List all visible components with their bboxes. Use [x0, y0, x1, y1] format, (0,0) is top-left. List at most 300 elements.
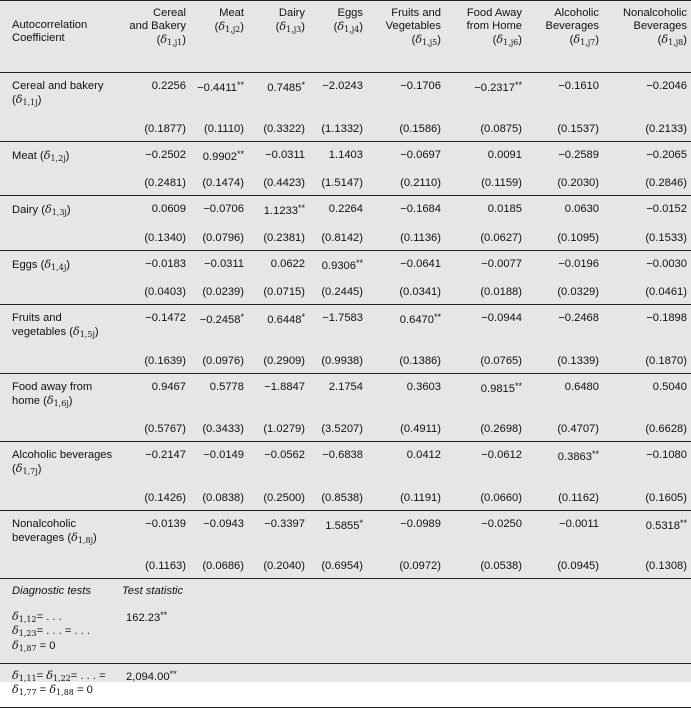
coef-value: 0.0630 [564, 203, 599, 215]
se-cell: (0.8142) [309, 228, 367, 251]
test-statistic-value [122, 605, 244, 625]
coef-value: 0.0609 [151, 203, 186, 215]
se-cell: (0.2500) [248, 488, 309, 511]
se-cell: (0.2133) [603, 119, 691, 142]
test-symbol: $\delta_{1,88}$ [49, 682, 74, 697]
coef-value: 0.2256 [151, 80, 186, 92]
coef-cell [190, 510, 248, 556]
coef-row [0, 373, 691, 419]
row-label: Cereal and bakery $(\delta_{1,1j})$ [12, 80, 104, 108]
coef-value: 1.5855* [325, 517, 363, 532]
coef-cell [248, 141, 309, 173]
significance-stars: ** [236, 80, 244, 90]
header-col-symbol: $\delta_{1,j8}$ [661, 33, 684, 48]
coef-value: −0.0183 [145, 257, 186, 270]
coef-cell [445, 305, 526, 351]
header-label-line2: Coefficient [12, 32, 65, 45]
hypothesis [0, 663, 118, 707]
se-cell: (0.2110) [367, 173, 445, 196]
se-row [0, 282, 691, 305]
coef-cell [603, 196, 691, 228]
header-col-1: Cereal and Bakery $(\delta_{1,j1})$ [118, 1, 190, 73]
significance-stars: ** [160, 610, 168, 620]
subscript: 1,6j [53, 398, 69, 408]
coef-row [0, 196, 691, 228]
coef-cell [309, 141, 367, 173]
coef-cell [526, 73, 603, 119]
subscript: 1,4j [51, 262, 67, 272]
subscript: 1,23 [18, 629, 37, 639]
coef-value: −0.2502 [145, 148, 186, 161]
coef-value: −0.4411** [197, 80, 244, 94]
coef-value: 0.9467 [151, 380, 186, 393]
se-row [0, 419, 691, 442]
coef-row [0, 442, 691, 488]
row-label-text: Meat [12, 149, 37, 162]
subscript: 1,7j [22, 467, 38, 477]
se-cell: (0.0461) [603, 282, 691, 305]
se-cell: (0.2040) [248, 556, 309, 579]
subscript: 1,87 [18, 643, 37, 653]
test-symbol: $\delta_{1,23}$ [12, 624, 37, 639]
coef-value: −0.0944 [481, 312, 522, 324]
header-col-title: Eggs [337, 7, 363, 19]
coef-cell [367, 373, 445, 419]
header-col-7: Alcoholic Beverages $(\delta_{1,j7})$ [526, 1, 603, 73]
empty-cell [526, 579, 603, 606]
se-cell: (0.4911) [367, 419, 445, 442]
coef-cell [603, 250, 691, 282]
se-row [0, 228, 691, 251]
significance-stars: ** [514, 380, 522, 391]
empty-cell [603, 663, 691, 707]
coef-value: 1.1233** [263, 203, 305, 217]
coef-value: −0.2589 [558, 148, 599, 161]
coef-cell [190, 442, 248, 488]
row-label-text: Fruits and [12, 312, 62, 324]
coef-row [0, 250, 691, 282]
se-cell: (0.1159) [445, 173, 526, 196]
subscript: 1,j7 [580, 38, 596, 48]
coef-value: 0.5778 [209, 380, 244, 393]
empty-cell [526, 663, 603, 707]
se-cell: (0.1877) [118, 119, 190, 142]
se-cell: (0.2481) [118, 173, 190, 196]
se-cell: (0.1163) [118, 556, 190, 579]
coef-cell [603, 73, 691, 119]
coef-cell [603, 305, 691, 351]
test-statistic [118, 605, 248, 663]
coef-value: −0.1080 [646, 449, 687, 461]
empty-cell [445, 663, 526, 707]
coef-value: −0.2065 [646, 148, 687, 161]
coef-value: −0.1706 [400, 80, 441, 92]
coef-cell [190, 196, 248, 228]
test-symbol: $\delta_{1,12}$ [12, 610, 37, 624]
coef-value: −0.0989 [400, 517, 441, 530]
coef-value: 0.5318** [645, 517, 687, 532]
coef-cell [526, 196, 603, 228]
coef-cell [309, 196, 367, 228]
header-first-col [0, 1, 118, 73]
significance-stars: * [301, 80, 305, 90]
row-label-text: Cereal and bakery [12, 80, 104, 92]
subscript: 1,1j [22, 98, 38, 108]
hypothesis-line: $\delta_{1,77} = \delta_{1,88} = 0$ [12, 682, 93, 697]
subscript: 1,j1 [167, 38, 183, 48]
hypothesis-line: $\delta_{1,11}= \delta_{1,22}=$ . . . = [12, 668, 106, 683]
subscript: 1,3j [51, 208, 67, 217]
se-label [0, 282, 118, 305]
subscript: 1,77 [18, 687, 37, 697]
coef-cell [248, 196, 309, 228]
test-symbol: $\delta_{1,22}$ [46, 668, 71, 683]
diagnostics-heading: Diagnostic tests [12, 585, 91, 598]
subscript: 1,j2 [225, 25, 241, 35]
row-label-text: Eggs [12, 258, 38, 271]
coef-value: −0.0311 [204, 257, 244, 270]
coef-value: 0.5040 [652, 380, 687, 393]
coef-cell [118, 305, 190, 351]
coef-value: 0.6448* [267, 312, 305, 326]
header-col-3: Dairy $(\delta_{1,j3})$ [248, 1, 309, 73]
header-label-line1: Autocorrelation [12, 19, 88, 31]
row-label: Fruits and vegetables $(\delta_{1,5j})$ [12, 312, 99, 340]
coef-value: −0.0250 [481, 517, 522, 530]
se-label [0, 228, 118, 251]
coef-value: −0.0706 [203, 203, 244, 215]
subscript: 1,88 [56, 687, 74, 697]
coef-value: −0.3397 [264, 517, 305, 530]
se-cell: (0.3433) [190, 419, 248, 442]
table-body [0, 73, 691, 708]
coef-cell [367, 305, 445, 351]
subscript: 1,j5 [422, 38, 438, 48]
se-label [0, 556, 118, 579]
coef-value: −1.7583 [322, 312, 363, 324]
row-label-text: Food away from [12, 380, 93, 393]
coef-cell [367, 196, 445, 228]
hypothesis-line: $\delta_{1,12}=$ . . . [12, 610, 62, 624]
coef-cell [603, 442, 691, 488]
coef-value: −0.0030 [646, 257, 687, 270]
coef-cell [445, 250, 526, 282]
header-col-title: Beverages [633, 20, 687, 33]
se-cell: (0.1308) [603, 556, 691, 579]
coef-cell [526, 373, 603, 419]
coef-value: −0.0943 [203, 517, 244, 530]
coef-cell [526, 305, 603, 351]
coef-cell [367, 141, 445, 173]
se-row [0, 119, 691, 142]
row-symbol: $\delta_{1,6j}$ [46, 393, 69, 408]
coef-value: −0.6838 [322, 449, 363, 461]
se-cell: (0.0538) [445, 556, 526, 579]
significance-stars: ** [514, 80, 522, 90]
coef-value: −0.0196 [558, 257, 599, 270]
coef-value: 2.1754 [328, 380, 363, 393]
coef-cell [118, 196, 190, 228]
significance-stars: ** [297, 203, 305, 213]
coef-value: −0.1684 [400, 203, 441, 215]
row-symbol: $\delta_{1,5j}$ [72, 325, 95, 340]
empty-cell [603, 579, 691, 606]
coef-value: −0.0077 [481, 257, 522, 270]
se-cell: (0.8538) [309, 488, 367, 511]
se-cell: (0.0660) [445, 488, 526, 511]
row-label-text: Alcoholic beverages [12, 449, 113, 461]
header-col-title: Food Away [466, 7, 522, 19]
significance-stars: * [301, 312, 305, 322]
se-cell: (0.0796) [190, 228, 248, 251]
se-cell: (0.5767) [118, 419, 190, 442]
empty-cell [248, 579, 309, 606]
subscript: 1,12 [18, 615, 37, 624]
se-cell: (0.2846) [603, 173, 691, 196]
se-cell: (0.0945) [526, 556, 603, 579]
se-cell: (0.1340) [118, 228, 190, 251]
se-cell: (0.6954) [309, 556, 367, 579]
coef-cell [603, 510, 691, 556]
se-cell: (0.1339) [526, 351, 603, 374]
se-cell: (0.2030) [526, 173, 603, 196]
diagnostics-header-row [0, 579, 691, 606]
coef-value: −0.0149 [203, 449, 244, 461]
coef-value: 0.6480 [564, 380, 599, 393]
coef-cell [603, 141, 691, 173]
coef-cell [526, 141, 603, 173]
coef-row [0, 73, 691, 119]
test-statistic-heading: Test statistic [122, 585, 184, 598]
se-cell: (0.2909) [248, 351, 309, 374]
coef-cell [445, 196, 526, 228]
coef-value: 0.0185 [487, 203, 522, 215]
coef-cell [190, 73, 248, 119]
header-col-symbol: $\delta_{1,j2}$ [218, 20, 241, 35]
header-col-symbol: $\delta_{1,j5}$ [415, 33, 438, 48]
se-label [0, 173, 118, 196]
se-row [0, 173, 691, 196]
coef-cell [190, 141, 248, 173]
empty-cell [526, 605, 603, 663]
coef-cell [118, 442, 190, 488]
se-cell: (0.4423) [248, 173, 309, 196]
row-label: Dairy $(\delta_{1,3j})$ [12, 203, 71, 217]
coef-value: −2.0243 [322, 80, 363, 92]
coef-value: 0.6470** [399, 312, 441, 326]
subscript: 1,22 [52, 673, 71, 683]
significance-stars: ** [236, 148, 244, 159]
coef-cell [248, 305, 309, 351]
se-label [0, 419, 118, 442]
subscript: 1,11 [18, 673, 37, 683]
coef-row [0, 305, 691, 351]
coef-cell [603, 373, 691, 419]
coef-value: −0.0311 [265, 148, 305, 161]
test-statistic [118, 663, 248, 707]
test-statistic-value [122, 664, 244, 684]
header-col-title: Meat [219, 7, 244, 19]
header-col-4: Eggs $(\delta_{1,j4})$ [309, 1, 367, 73]
se-cell: (0.0239) [190, 282, 248, 305]
coef-value: −0.0612 [481, 449, 522, 461]
diagnostic-test-row [0, 663, 691, 707]
row-symbol: $\delta_{1,7j}$ [15, 462, 38, 477]
coef-cell [190, 373, 248, 419]
coef-cell [248, 510, 309, 556]
se-cell: (0.2381) [248, 228, 309, 251]
row-symbol: $\delta_{1,4j}$ [44, 257, 67, 272]
subscript: 1,j4 [344, 25, 360, 35]
coef-value: 0.3863** [557, 449, 599, 463]
coef-cell [367, 510, 445, 556]
se-cell: (0.1870) [603, 351, 691, 374]
coef-cell [309, 510, 367, 556]
header-col-8: Nonalcoholic Beverages $(\delta_{1,j8})$ [603, 1, 691, 73]
header-col-6: Food Away from Home $(\delta_{1,j6})$ [445, 1, 526, 73]
coef-cell [445, 73, 526, 119]
se-cell: (0.1191) [367, 488, 445, 511]
empty-cell [367, 579, 445, 606]
se-cell: (0.1605) [603, 488, 691, 511]
empty-cell [248, 605, 309, 663]
empty-cell [445, 605, 526, 663]
coef-value: −0.0139 [145, 517, 186, 530]
row-label: Nonalcoholic beverages $(\delta_{1,8j})$ [12, 517, 97, 545]
empty-cell [309, 663, 367, 707]
header-col-title: Fruits and [391, 7, 441, 19]
row-symbol: $\delta_{1,3j}$ [44, 203, 67, 217]
coef-cell [367, 442, 445, 488]
coef-cell [118, 250, 190, 282]
se-label [0, 351, 118, 374]
test-statistic-number: 2,094.00** [126, 668, 177, 683]
coef-value: −0.2458* [199, 312, 244, 326]
coef-value: −0.0697 [400, 148, 441, 161]
significance-stars: ** [679, 517, 687, 528]
row-label: Food away from home $(\delta_{1,6j})$ [12, 380, 93, 408]
coef-value: −1.8847 [264, 380, 305, 393]
subscript: 1,2j [50, 153, 66, 163]
coef-value: 1.1403 [328, 148, 363, 161]
coef-cell [190, 250, 248, 282]
se-cell: (0.0875) [445, 119, 526, 142]
coef-cell [248, 442, 309, 488]
header-col-symbol: $\delta_{1,j6}$ [496, 33, 519, 48]
coef-cell [118, 73, 190, 119]
coef-value: −0.0152 [646, 203, 687, 215]
se-row [0, 351, 691, 374]
se-cell: (1.0279) [248, 419, 309, 442]
coef-value: −0.0641 [400, 257, 441, 270]
significance-stars: * [359, 517, 363, 528]
coef-cell [248, 250, 309, 282]
table-header [0, 1, 691, 73]
se-cell: (0.3322) [248, 119, 309, 142]
se-cell: (0.1426) [118, 488, 190, 511]
hypothesis-line: $\delta_{1,87} = 0$ [12, 638, 56, 653]
header-col-title: Cereal [153, 7, 186, 19]
coef-value: −0.1472 [145, 312, 186, 324]
hypothesis [0, 605, 118, 663]
se-cell: (0.2698) [445, 419, 526, 442]
header-col-5: Fruits and Vegetables $(\delta_{1,j5})$ [367, 1, 445, 73]
se-label [0, 488, 118, 511]
row-label: Alcoholic beverages $(\delta_{1,7j})$ [12, 449, 113, 477]
row-symbol: $\delta_{1,1j}$ [15, 93, 38, 108]
se-cell: (0.0329) [526, 282, 603, 305]
significance-stars: ** [433, 312, 441, 322]
coef-cell [118, 373, 190, 419]
coef-value: 0.9902** [202, 148, 244, 163]
header-col-title: Dairy [278, 7, 305, 19]
se-cell: (0.4707) [526, 419, 603, 442]
se-cell: (0.1136) [367, 228, 445, 251]
se-cell: (0.1095) [526, 228, 603, 251]
se-cell: (0.0341) [367, 282, 445, 305]
coef-cell [248, 73, 309, 119]
header-col-title: Beverages [545, 20, 599, 33]
coef-value: 0.9306** [321, 257, 363, 272]
test-symbol: $\delta_{1,77}$ [12, 682, 37, 697]
row-symbol: $\delta_{1,8j}$ [71, 530, 94, 545]
row-label-text: beverages [12, 531, 65, 544]
se-cell: (0.1533) [603, 228, 691, 251]
header-col-2: Meat $(\delta_{1,j2})$ [190, 1, 248, 73]
header-col-title: Alcoholic [554, 7, 599, 19]
header-col-title: Nonalcoholic [622, 7, 687, 19]
significance-stars: * [240, 312, 244, 322]
coef-value: 0.0622 [270, 257, 305, 270]
subscript: 1,j3 [286, 25, 302, 35]
header-col-symbol: $\delta_{1,j1}$ [160, 33, 183, 48]
test-symbol: $\delta_{1,11}$ [12, 668, 37, 683]
se-cell: (0.1639) [118, 351, 190, 374]
header-col-title: from Home [466, 20, 522, 33]
coef-value: −0.2147 [145, 449, 186, 461]
subscript: 1,j6 [503, 38, 519, 48]
coef-cell [526, 442, 603, 488]
test-statistic-number: 162.23** [126, 610, 168, 624]
se-cell: (0.1586) [367, 119, 445, 142]
coef-value: 0.3603 [406, 380, 441, 393]
header-col-symbol: $\delta_{1,j7}$ [573, 33, 596, 48]
test-symbol: $\delta_{1,87}$ [12, 638, 37, 653]
se-cell: (1.5147) [309, 173, 367, 196]
coef-cell [526, 510, 603, 556]
empty-cell [603, 605, 691, 663]
se-cell: (0.0403) [118, 282, 190, 305]
se-cell: (0.1110) [190, 119, 248, 142]
header-col-title: Vegetables [385, 20, 441, 33]
se-cell: (0.0188) [445, 282, 526, 305]
coef-cell [526, 250, 603, 282]
row-label-text: vegetables [12, 326, 67, 339]
row-label-text: Dairy [12, 204, 39, 216]
coef-cell [248, 373, 309, 419]
coef-cell [309, 305, 367, 351]
row-symbol: $\delta_{1,2j}$ [43, 148, 66, 163]
se-cell: (0.0976) [190, 351, 248, 374]
coef-value: 0.2264 [328, 203, 363, 215]
header-col-title: and Bakery [129, 20, 186, 33]
se-row [0, 488, 691, 511]
se-cell: (0.1162) [526, 488, 603, 511]
empty-cell [248, 663, 309, 707]
se-cell: (1.1332) [309, 119, 367, 142]
se-label [0, 119, 118, 142]
se-cell: (0.9938) [309, 351, 367, 374]
